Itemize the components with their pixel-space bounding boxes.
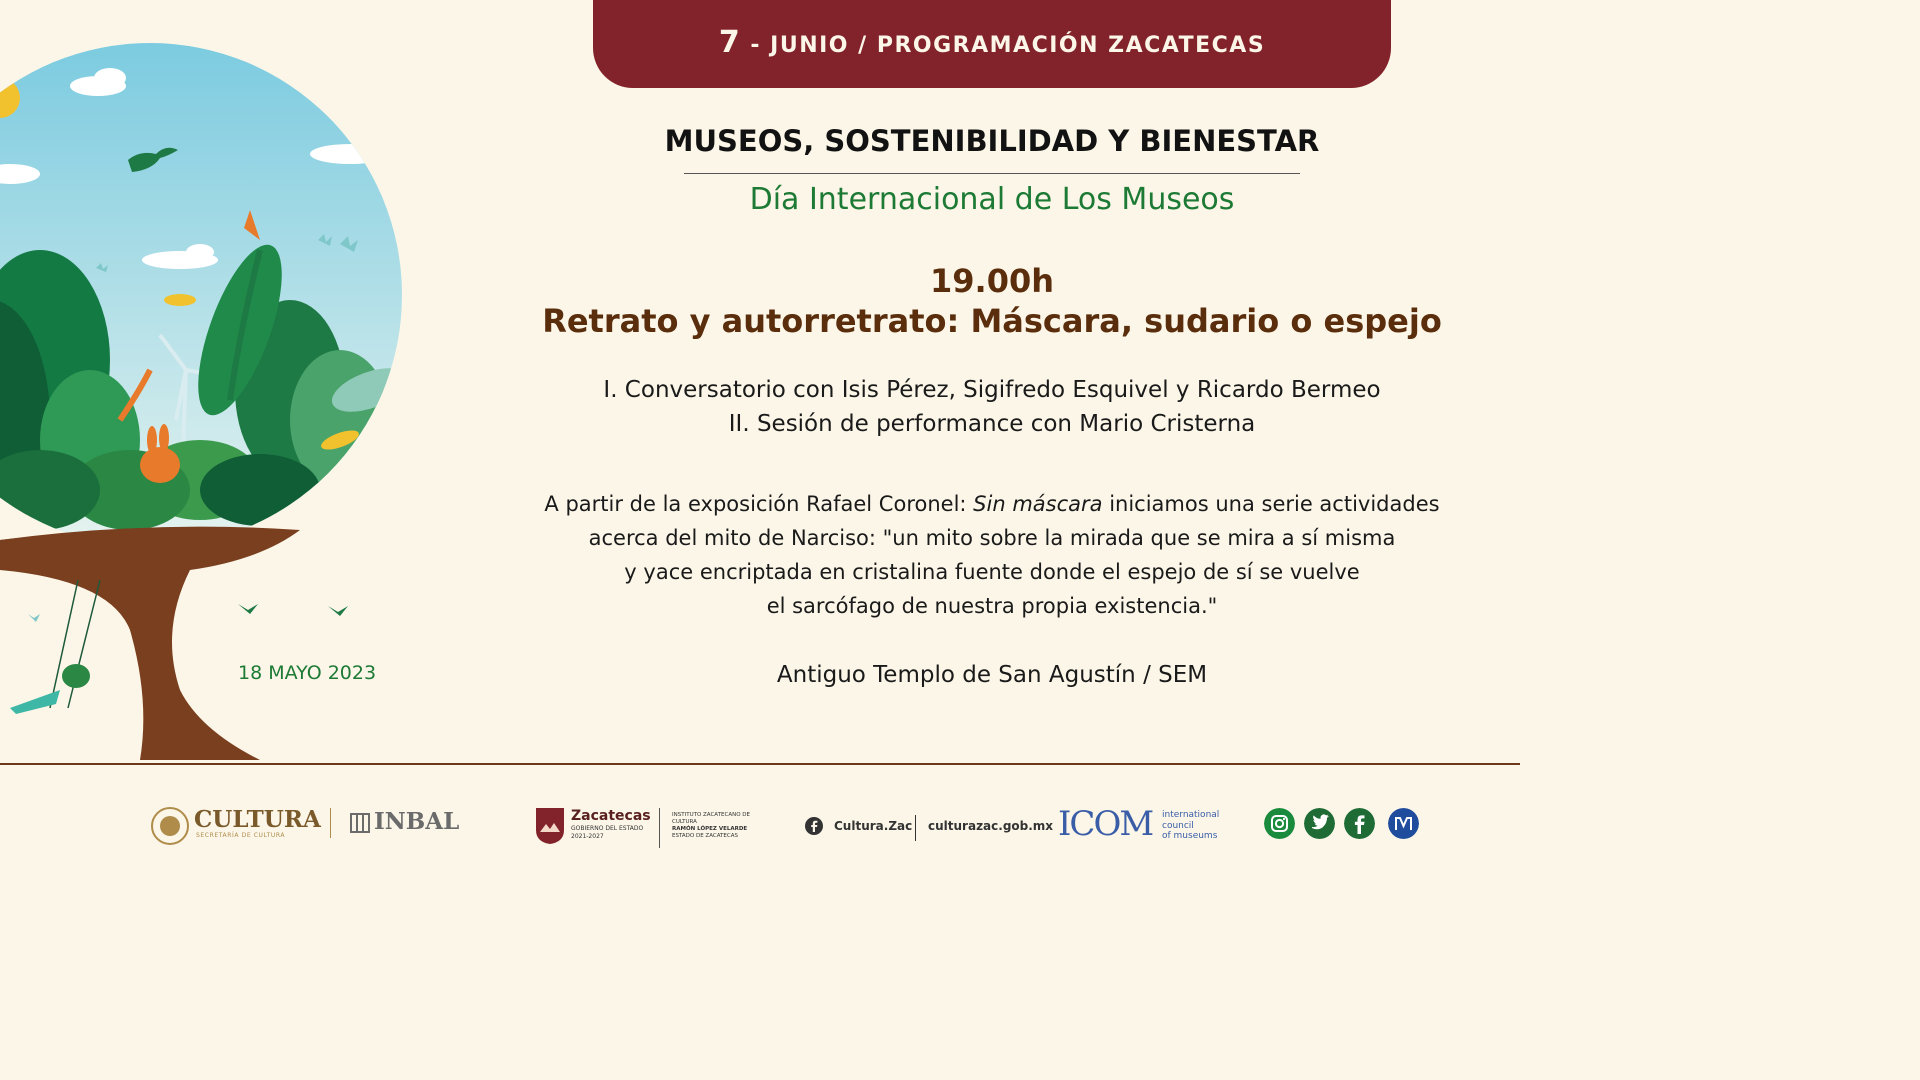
program-item: I. Conversatorio con Isis Pérez, Sigifredo Esquivel y Ricardo Bermeo [603, 377, 1381, 403]
title-divider [684, 173, 1300, 174]
izc-logo-line: INSTITUTO ZACATECANO DE [672, 812, 750, 818]
instagram-icon[interactable] [1264, 808, 1295, 839]
venue: Antiguo Templo de San Agustín / SEM [776, 662, 1208, 688]
zacatecas-logo-sub: GOBIERNO DEL ESTADO [571, 825, 644, 832]
tree-illustration [0, 0, 420, 770]
logo-separator [915, 815, 916, 841]
logo-separator [330, 808, 331, 838]
exhibition-name: Sin máscara [973, 492, 1103, 516]
icom-logo-sub: international [1162, 810, 1220, 820]
cultura-logo: CULTURA [194, 806, 321, 833]
header-banner [593, 0, 1391, 88]
small-bird-icon [28, 604, 348, 622]
description-line: el sarcófago de nuestra propia existencia." [766, 594, 1218, 618]
website-link[interactable]: culturazac.gob.mx [928, 819, 1054, 833]
logo-separator [659, 808, 660, 848]
swing [50, 580, 100, 708]
program-item: II. Sesión de performance con Mario Cristerna [728, 411, 1256, 437]
icom-logo: ICOM [1058, 804, 1153, 844]
description-line: y yace encriptada en cristalina fuente donde el espejo de sí se vuelve [624, 560, 1360, 584]
cultura-logo-sub: SECRETARÍA DE CULTURA [196, 832, 286, 839]
page-title: MUSEOS, SOSTENIBILIDAD Y BIENESTAR [664, 124, 1320, 158]
izc-logo-line: ESTADO DE ZACATECAS [672, 833, 738, 839]
description-text: A partir de la exposición Rafael Coronel: [544, 492, 974, 516]
museum-logo-icon[interactable] [1388, 808, 1419, 839]
event-time: 19.00h [930, 262, 1054, 300]
footer-divider [0, 763, 1520, 765]
description-line [540, 492, 1444, 516]
facebook-icon [804, 816, 824, 836]
tree-trunk [0, 527, 300, 760]
icom-logo-sub: council [1162, 821, 1194, 831]
banner-text: - JUNIO / PROGRAMACIÓN ZACATECAS [741, 33, 1266, 58]
facebook-circle-icon[interactable] [1344, 808, 1375, 839]
izc-logo-line: RAMÓN LÓPEZ VELARDE [672, 826, 748, 832]
mexico-seal-icon [150, 806, 190, 846]
zacatecas-logo: Zacatecas [571, 808, 651, 824]
zacatecas-shield-icon [534, 806, 566, 846]
zacatecas-logo-years: 2021-2027 [571, 833, 604, 840]
inbal-grid-icon [350, 813, 370, 833]
facebook-handle[interactable]: Cultura.Zac [834, 819, 913, 833]
page-subtitle: Día Internacional de Los Museos [749, 182, 1235, 217]
description-line: acerca del mito de Narciso: "un mito sobre la mirada que se mira a sí misma [588, 526, 1396, 550]
event-title: Retrato y autorretrato: Máscara, sudario o espejo [542, 302, 1442, 340]
inbal-logo: INBAL [374, 808, 460, 835]
description-text: iniciamos una serie actividades [1102, 492, 1440, 516]
twitter-icon[interactable] [1304, 808, 1335, 839]
izc-logo-line: CULTURA [672, 819, 697, 825]
icom-logo-sub: of museums [1162, 831, 1218, 841]
illustration-date: 18 MAYO 2023 [238, 662, 377, 684]
banner-day: 7 [718, 25, 742, 60]
